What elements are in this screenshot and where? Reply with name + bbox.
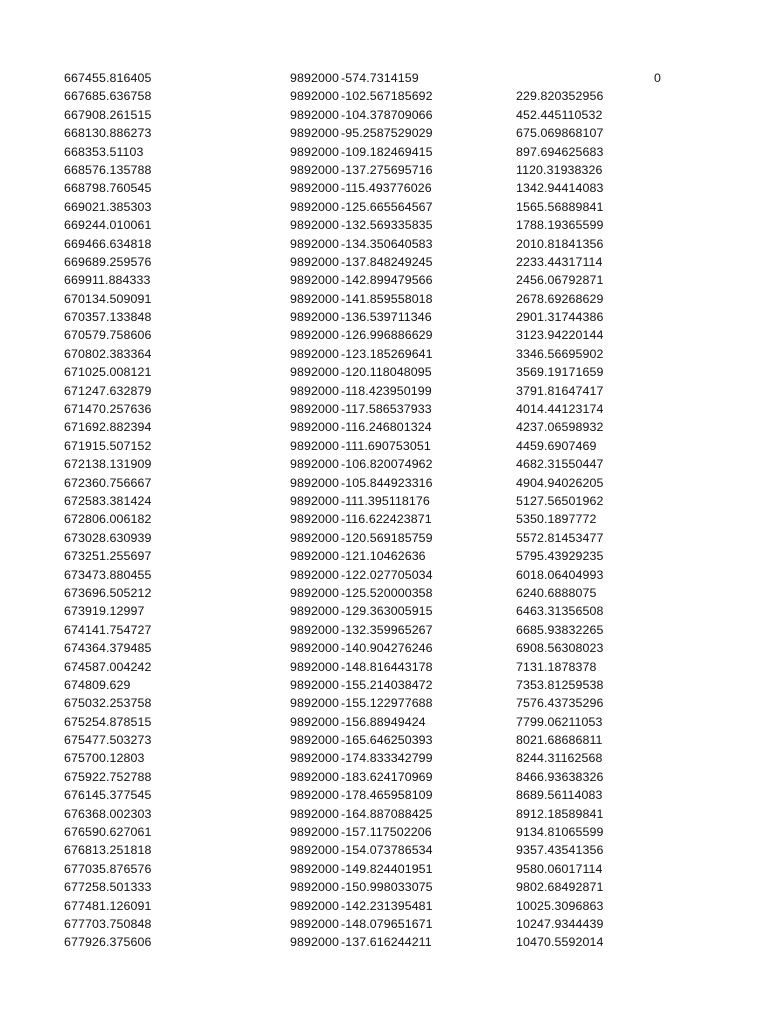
distance-cell: 5127.56501962 xyxy=(516,493,604,508)
depth-cell: -132.569335835 xyxy=(341,218,433,233)
distance-cell: 7131.1878378 xyxy=(516,659,597,674)
depth-cell: -117.586537933 xyxy=(341,402,432,417)
depth-cell: -125.520000358 xyxy=(341,585,433,600)
distance-cell: 2010.81841356 xyxy=(516,236,604,251)
table-row xyxy=(0,768,768,786)
northing-cell: 9892000 xyxy=(290,475,339,490)
easting-cell: 667455.816405 xyxy=(64,71,152,85)
table-row xyxy=(0,805,768,823)
easting-cell: 676590.627061 xyxy=(64,825,152,840)
northing-cell: 9892000 xyxy=(290,71,339,85)
northing-cell: 9892000 xyxy=(290,383,339,398)
northing-cell: 9892000 xyxy=(290,825,339,840)
depth-cell: -137.616244211 xyxy=(341,935,432,950)
distance-cell: 2678.69268629 xyxy=(516,291,604,306)
easting-cell: 668353.51103 xyxy=(64,144,144,159)
easting-cell: 677926.375606 xyxy=(64,935,152,950)
distance-cell: 229.820352956 xyxy=(516,89,604,104)
depth-cell: -183.624170969 xyxy=(341,769,433,784)
distance-cell: 2901.31744386 xyxy=(516,310,604,325)
easting-cell: 674364.379485 xyxy=(64,641,152,656)
northing-cell: 9892000 xyxy=(290,696,339,711)
distance-cell: 4459.6907469 xyxy=(516,438,597,453)
northing-cell: 9892000 xyxy=(290,310,339,325)
distance-cell: 8021.68686811 xyxy=(516,733,603,748)
depth-cell: -95.2587529029 xyxy=(341,126,433,141)
extra-value-cell: 0 xyxy=(654,71,661,85)
depth-cell: -134.350640583 xyxy=(341,236,433,251)
easting-cell: 672360.756667 xyxy=(64,475,152,490)
table-row xyxy=(0,308,768,326)
depth-cell: -129.363005915 xyxy=(341,604,433,619)
table-row xyxy=(0,786,768,804)
easting-cell: 667908.261515 xyxy=(64,107,152,122)
easting-cell: 676145.377545 xyxy=(64,788,152,803)
easting-cell: 669466.634818 xyxy=(64,236,152,251)
northing-cell: 9892000 xyxy=(290,107,339,122)
depth-cell: -164.887088425 xyxy=(341,806,433,821)
depth-cell: -116.246801324 xyxy=(341,420,432,435)
easting-cell: 673028.630939 xyxy=(64,530,152,545)
depth-cell: -111.395118176 xyxy=(341,493,430,508)
table-row xyxy=(0,326,768,344)
depth-cell: -126.996886629 xyxy=(341,328,433,343)
northing-cell: 9892000 xyxy=(290,861,339,876)
table-row xyxy=(0,271,768,289)
easting-cell: 675254.878515 xyxy=(64,714,152,729)
depth-cell: -141.859558018 xyxy=(341,291,433,306)
easting-cell: 669911.884333 xyxy=(64,273,151,288)
northing-cell: 9892000 xyxy=(290,751,339,766)
distance-cell: 10025.3096863 xyxy=(516,898,604,913)
northing-cell: 9892000 xyxy=(290,493,339,508)
easting-cell: 675477.503273 xyxy=(64,733,152,748)
depth-cell: -149.824401951 xyxy=(341,861,433,876)
easting-cell: 673696.505212 xyxy=(64,585,152,600)
table-row xyxy=(0,345,768,363)
table-row xyxy=(0,566,768,584)
northing-cell: 9892000 xyxy=(290,346,339,361)
northing-cell: 9892000 xyxy=(290,162,339,177)
table-row xyxy=(0,437,768,455)
northing-cell: 9892000 xyxy=(290,512,339,527)
northing-cell: 9892000 xyxy=(290,604,339,619)
depth-cell: -132.359965267 xyxy=(341,622,433,637)
distance-cell: 1788.19365599 xyxy=(516,218,604,233)
distance-cell: 2233.44317114 xyxy=(516,254,603,269)
northing-cell: 9892000 xyxy=(290,273,339,288)
depth-cell: -148.816443178 xyxy=(341,659,433,674)
distance-cell: 3123.94220144 xyxy=(516,328,604,343)
table-row xyxy=(0,915,768,933)
depth-cell: -155.122977688 xyxy=(341,696,433,711)
depth-cell: -574.7314159 xyxy=(341,71,419,85)
northing-cell: 9892000 xyxy=(290,788,339,803)
distance-cell: 7576.43735296 xyxy=(516,696,604,711)
easting-cell: 671470.257636 xyxy=(64,402,152,417)
distance-cell: 6240.6888075 xyxy=(516,585,597,600)
depth-cell: -105.844923316 xyxy=(341,475,433,490)
northing-cell: 9892000 xyxy=(290,549,339,564)
northing-cell: 9892000 xyxy=(290,144,339,159)
depth-cell: -154.073786534 xyxy=(341,843,433,858)
northing-cell: 9892000 xyxy=(290,806,339,821)
distance-cell: 9580.06017114 xyxy=(516,861,603,876)
easting-cell: 675032.253758 xyxy=(64,696,152,711)
distance-cell: 452.445110532 xyxy=(516,107,603,122)
northing-cell: 9892000 xyxy=(290,181,339,196)
easting-cell: 674809.629 xyxy=(64,677,131,692)
northing-cell: 9892000 xyxy=(290,126,339,141)
depth-cell: -123.185269641 xyxy=(341,346,433,361)
northing-cell: 9892000 xyxy=(290,438,339,453)
depth-cell: -121.10462636 xyxy=(341,549,426,564)
northing-cell: 9892000 xyxy=(290,291,339,306)
depth-cell: -150.998033075 xyxy=(341,880,433,895)
northing-cell: 9892000 xyxy=(290,254,339,269)
depth-cell: -122.027705034 xyxy=(341,567,433,582)
easting-cell: 672138.131909 xyxy=(64,457,152,472)
easting-cell: 673473.880455 xyxy=(64,567,152,582)
distance-cell: 9357.43541356 xyxy=(516,843,604,858)
table-row xyxy=(0,823,768,841)
table-row xyxy=(0,510,768,528)
distance-cell: 675.069868107 xyxy=(516,126,604,141)
easting-cell: 669244.010061 xyxy=(64,218,152,233)
distance-cell: 5572.81453477 xyxy=(516,530,604,545)
depth-cell: -111.690753051 xyxy=(341,438,431,453)
northing-cell: 9892000 xyxy=(290,365,339,380)
easting-cell: 675922.752788 xyxy=(64,769,152,784)
table-row xyxy=(0,897,768,915)
distance-cell: 1342.94414083 xyxy=(516,181,604,196)
northing-cell: 9892000 xyxy=(290,641,339,656)
table-row xyxy=(0,418,768,436)
depth-cell: -155.214038472 xyxy=(341,677,433,692)
table-row xyxy=(0,235,768,253)
table-row xyxy=(0,198,768,216)
table-row xyxy=(0,216,768,234)
table-row xyxy=(0,363,768,381)
depth-cell: -125.665564567 xyxy=(341,199,433,214)
table-row xyxy=(0,639,768,657)
table-row xyxy=(0,253,768,271)
northing-cell: 9892000 xyxy=(290,218,339,233)
table-row xyxy=(0,547,768,565)
table-row xyxy=(0,878,768,896)
depth-cell: -157.117502206 xyxy=(341,825,432,840)
distance-cell: 3791.81647417 xyxy=(516,383,604,398)
depth-cell: -142.231395481 xyxy=(341,898,433,913)
table-row xyxy=(0,179,768,197)
table-row xyxy=(0,400,768,418)
table-row xyxy=(0,584,768,602)
easting-cell: 677035.876576 xyxy=(64,861,152,876)
distance-cell: 6908.56308023 xyxy=(516,641,604,656)
northing-cell: 9892000 xyxy=(290,585,339,600)
depth-cell: -148.079651671 xyxy=(341,916,433,931)
depth-cell: -120.118048095 xyxy=(341,365,432,380)
easting-cell: 676368.002303 xyxy=(64,806,152,821)
table-row xyxy=(0,290,768,308)
table-row xyxy=(0,860,768,878)
northing-cell: 9892000 xyxy=(290,916,339,931)
depth-cell: -116.622423871 xyxy=(341,512,432,527)
northing-cell: 9892000 xyxy=(290,402,339,417)
easting-cell: 673251.255697 xyxy=(64,549,152,564)
table-row xyxy=(0,749,768,767)
northing-cell: 9892000 xyxy=(290,714,339,729)
depth-cell: -102.567185692 xyxy=(341,89,433,104)
distance-cell: 8689.56114083 xyxy=(516,788,603,803)
northing-cell: 9892000 xyxy=(290,328,339,343)
distance-cell: 6685.93832265 xyxy=(516,622,604,637)
table-row xyxy=(0,676,768,694)
northing-cell: 9892000 xyxy=(290,898,339,913)
easting-cell: 675700.12803 xyxy=(64,751,145,766)
easting-cell: 672583.381424 xyxy=(64,493,152,508)
table-row xyxy=(0,602,768,620)
distance-cell: 4014.44123174 xyxy=(516,402,604,417)
table-row xyxy=(0,933,768,951)
easting-cell: 672806.006182 xyxy=(64,512,152,527)
table-row xyxy=(0,87,768,105)
distance-cell: 6463.31356508 xyxy=(516,604,604,619)
distance-cell: 4682.31550447 xyxy=(516,457,604,472)
distance-cell: 1565.56889841 xyxy=(516,199,604,214)
depth-cell: -118.423950199 xyxy=(341,383,432,398)
table-row xyxy=(0,841,768,859)
easting-cell: 669689.259576 xyxy=(64,254,152,269)
easting-cell: 670134.509091 xyxy=(64,291,152,306)
easting-cell: 668576.135788 xyxy=(64,162,152,177)
depth-cell: -142.899479566 xyxy=(341,273,433,288)
easting-cell: 677258.501333 xyxy=(64,880,152,895)
table-row xyxy=(0,382,768,400)
northing-cell: 9892000 xyxy=(290,659,339,674)
distance-cell: 3346.56695902 xyxy=(516,346,604,361)
easting-cell: 670357.133848 xyxy=(64,310,152,325)
easting-cell: 669021.385303 xyxy=(64,199,152,214)
table-row xyxy=(0,69,768,87)
northing-cell: 9892000 xyxy=(290,880,339,895)
depth-cell: -165.646250393 xyxy=(341,733,433,748)
easting-cell: 676813.251818 xyxy=(64,843,152,858)
easting-cell: 667685.636758 xyxy=(64,89,152,104)
distance-cell: 9134.81065599 xyxy=(516,825,604,840)
easting-cell: 670802.383364 xyxy=(64,346,152,361)
easting-cell: 671247.632879 xyxy=(64,383,152,398)
distance-cell: 4904.94026205 xyxy=(516,475,604,490)
distance-cell: 8912.18589841 xyxy=(516,806,604,821)
depth-cell: -109.182469415 xyxy=(341,144,433,159)
distance-cell: 9802.68492871 xyxy=(516,880,604,895)
easting-cell: 677703.750848 xyxy=(64,916,152,931)
easting-cell: 671025.008121 xyxy=(64,365,152,380)
depth-cell: -104.378709066 xyxy=(341,107,433,122)
table-row xyxy=(0,455,768,473)
distance-cell: 3569.19171659 xyxy=(516,365,604,380)
table-row xyxy=(0,658,768,676)
table-row xyxy=(0,124,768,142)
distance-cell: 10470.5592014 xyxy=(516,935,604,950)
distance-cell: 1120.31938326 xyxy=(516,162,603,177)
easting-cell: 670579.758606 xyxy=(64,328,152,343)
depth-cell: -140.904276246 xyxy=(341,641,433,656)
northing-cell: 9892000 xyxy=(290,530,339,545)
depth-cell: -178.465958109 xyxy=(341,788,433,803)
distance-cell: 10247.9344439 xyxy=(516,916,604,931)
table-row xyxy=(0,161,768,179)
easting-cell: 673919.12997 xyxy=(64,604,145,619)
depth-cell: -156.88949424 xyxy=(341,714,426,729)
northing-cell: 9892000 xyxy=(290,199,339,214)
table-row xyxy=(0,731,768,749)
depth-cell: -136.539711346 xyxy=(341,310,432,325)
distance-cell: 6018.06404993 xyxy=(516,567,604,582)
table-row xyxy=(0,474,768,492)
easting-cell: 674587.004242 xyxy=(64,659,152,674)
table-row xyxy=(0,492,768,510)
table-row xyxy=(0,143,768,161)
northing-cell: 9892000 xyxy=(290,769,339,784)
easting-cell: 677481.126091 xyxy=(64,898,152,913)
distance-cell: 7799.06211053 xyxy=(516,714,603,729)
northing-cell: 9892000 xyxy=(290,843,339,858)
data-sheet xyxy=(0,69,768,952)
distance-cell: 2456.06792871 xyxy=(516,273,604,288)
northing-cell: 9892000 xyxy=(290,89,339,104)
northing-cell: 9892000 xyxy=(290,935,339,950)
table-row xyxy=(0,529,768,547)
easting-cell: 668130.886273 xyxy=(64,126,152,141)
northing-cell: 9892000 xyxy=(290,420,339,435)
distance-cell: 5350.1897772 xyxy=(516,512,597,527)
depth-cell: -115.493776026 xyxy=(341,181,432,196)
distance-cell: 7353.81259538 xyxy=(516,677,604,692)
depth-cell: -137.275695716 xyxy=(341,162,433,177)
table-row xyxy=(0,106,768,124)
table-row xyxy=(0,621,768,639)
distance-cell: 8466.93638326 xyxy=(516,769,604,784)
table-row xyxy=(0,713,768,731)
distance-cell: 897.694625683 xyxy=(516,144,604,159)
northing-cell: 9892000 xyxy=(290,457,339,472)
distance-cell: 4237.06598932 xyxy=(516,420,604,435)
easting-cell: 668798.760545 xyxy=(64,181,152,196)
northing-cell: 9892000 xyxy=(290,733,339,748)
depth-cell: -174.833342799 xyxy=(341,751,433,766)
northing-cell: 9892000 xyxy=(290,567,339,582)
easting-cell: 671915.507152 xyxy=(64,438,152,453)
northing-cell: 9892000 xyxy=(290,677,339,692)
depth-cell: -106.820074962 xyxy=(341,457,433,472)
northing-cell: 9892000 xyxy=(290,622,339,637)
distance-cell: 8244.31162568 xyxy=(516,751,603,766)
easting-cell: 674141.754727 xyxy=(64,622,152,637)
easting-cell: 671692.882394 xyxy=(64,420,152,435)
depth-cell: -137.848249245 xyxy=(341,254,433,269)
depth-cell: -120.569185759 xyxy=(341,530,433,545)
table-row xyxy=(0,694,768,712)
northing-cell: 9892000 xyxy=(290,236,339,251)
distance-cell: 5795.43929235 xyxy=(516,549,604,564)
